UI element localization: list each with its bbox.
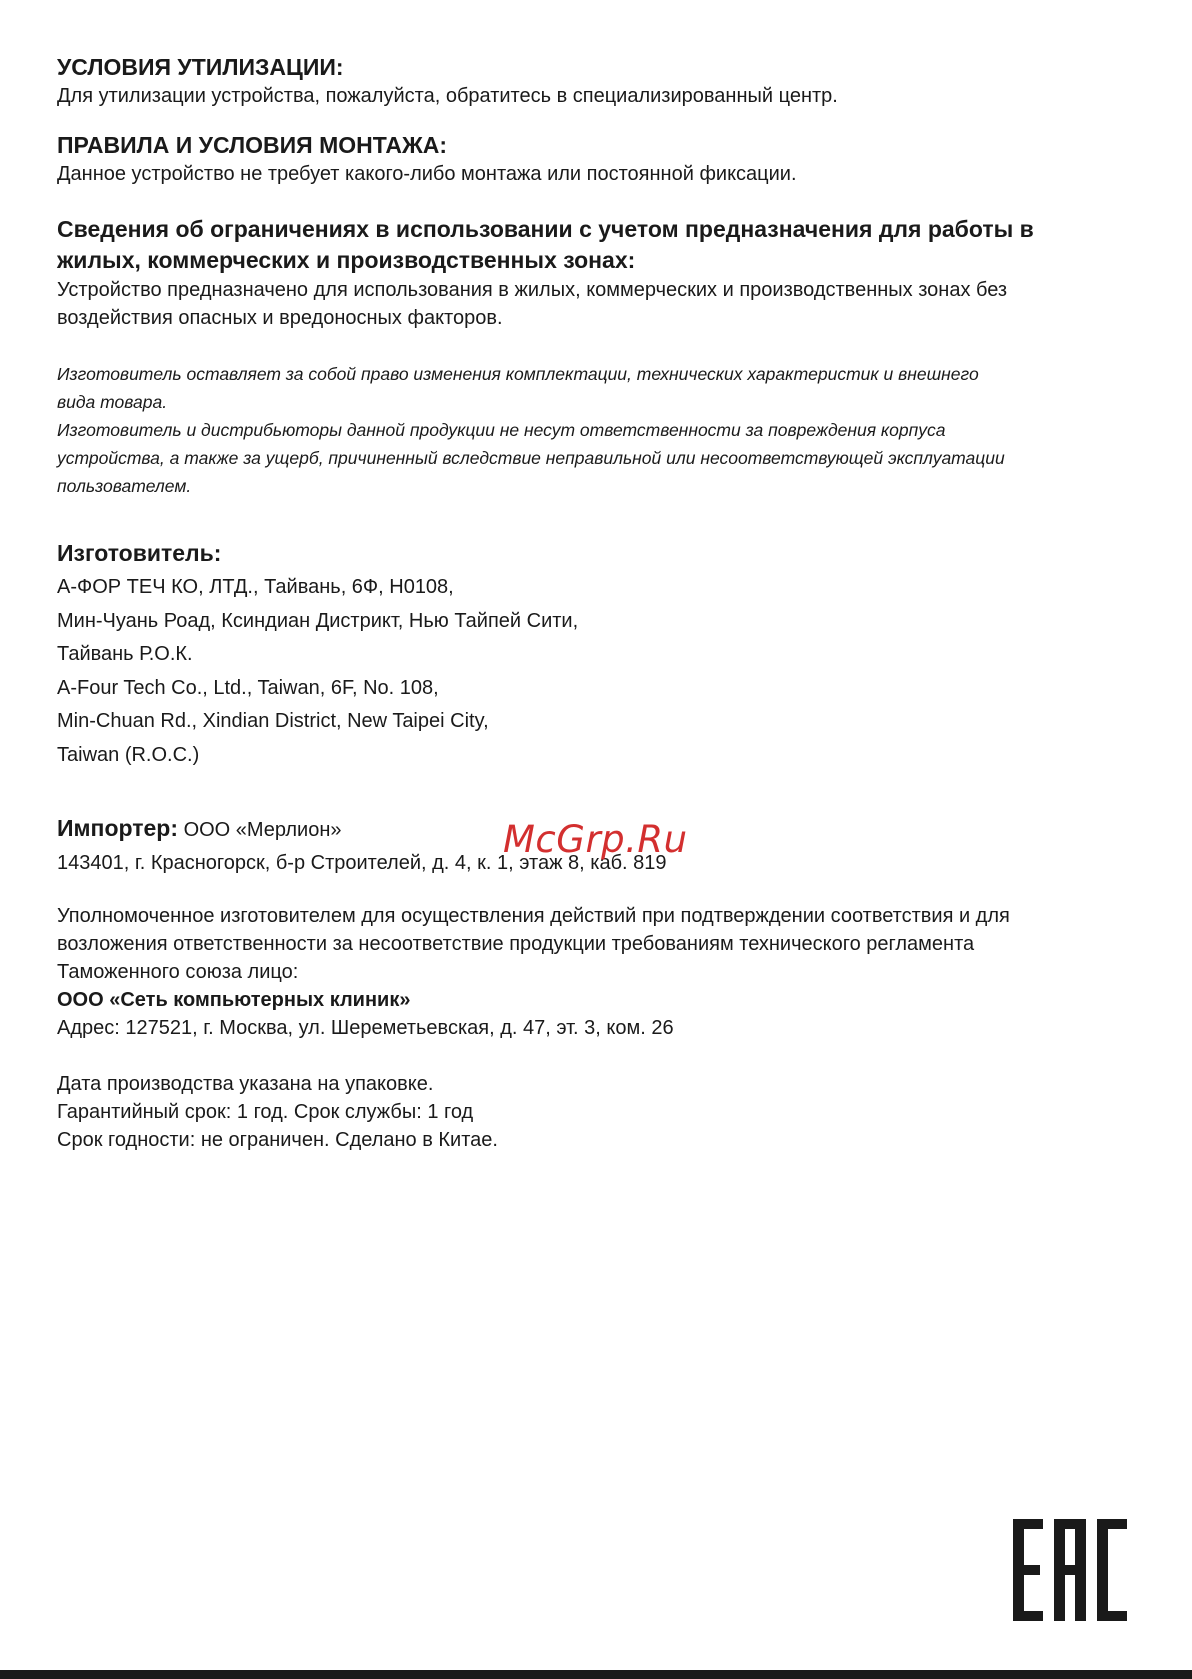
mounting-section xyxy=(57,130,1137,188)
address-line: А-ФОР ТЕЧ КО, ЛТД., Тайвань, 6Ф, Н0108, xyxy=(57,576,454,598)
disclaimer-line: Изготовитель оставляет за собой право изменения комплектации, технических характеристик и внешнего xyxy=(57,364,979,384)
manufacturer-section xyxy=(57,538,1137,772)
disclaimer-line: устройства, а также за ущерб, причиненный вследствие неправильной или несоответствующей эксплуатации xyxy=(57,448,1005,468)
restrictions-section xyxy=(57,214,1137,332)
dates-section xyxy=(57,1070,1137,1154)
bottom-rule xyxy=(0,1670,1192,1679)
production-date-note: Дата производства указана на упаковке. xyxy=(57,1073,434,1095)
authorized-text-line: Таможенного союза лицо: xyxy=(57,961,299,983)
address-line: Тайвань Р.О.К. xyxy=(57,643,193,665)
authorized-text-line: Уполномоченное изготовителем для осуществления действий при подтверждении соответствия и для xyxy=(57,905,1010,927)
restrictions-text-line1: Устройство предназначено для использования в жилых, коммерческих и производственных зонах без xyxy=(57,279,1008,301)
address-line: Taiwan (R.O.C.) xyxy=(57,743,200,766)
mounting-heading: ПРАВИЛА И УСЛОВИЯ МОНТАЖА: xyxy=(57,132,448,158)
importer-name: ООО «Мерлион» xyxy=(183,819,342,841)
disclaimer-line: Изготовитель и дистрибьюторы данной продукции не несут ответственности за повреждения корпуса xyxy=(57,420,946,440)
mounting-text: Данное устройство не требует какого-либо монтажа или постоянной фиксации. xyxy=(57,163,797,185)
address-line: A-Four Tech Co., Ltd., Taiwan, 6F, No. 108, xyxy=(57,676,439,699)
importer-label: Импортер: xyxy=(57,815,178,841)
authorized-text-line: возложения ответственности за несоответствие продукции требованиям технического регламента xyxy=(57,933,975,955)
shelf-life-line: Срок годности: не ограничен. Сделано в Китае. xyxy=(57,1129,498,1151)
disposal-heading: УСЛОВИЯ УТИЛИЗАЦИИ: xyxy=(57,54,344,80)
authorized-company: ООО «Сеть компьютерных клиник» xyxy=(57,989,411,1011)
document-page xyxy=(57,52,1137,1154)
address-line: Мин-Чуань Роад, Ксиндиан Дистрикт, Нью Тайпей Сити, xyxy=(57,609,579,632)
restrictions-text-line2: воздействия опасных и вредоносных факторов. xyxy=(57,307,503,329)
disclaimer-section xyxy=(57,360,1137,500)
eac-mark-icon xyxy=(1013,1519,1127,1621)
manufacturer-heading: Изготовитель: xyxy=(57,540,222,566)
warranty-line: Гарантийный срок: 1 год. Срок службы: 1 год xyxy=(57,1101,474,1123)
importer-address: 143401, г. Красногорск, б-р Строителей, д. 4, к. 1, этаж 8, каб. 819 xyxy=(57,852,667,874)
disposal-section xyxy=(57,52,1137,110)
disposal-text: Для утилизации устройства, пожалуйста, обратитесь в специализированный центр. xyxy=(57,85,838,107)
disclaimer-line: пользователем. xyxy=(57,476,192,496)
watermark: McGrp.Ru xyxy=(503,818,688,861)
restrictions-heading-line2: жилых, коммерческих и производственных зонах: xyxy=(57,247,636,273)
address-line: Min-Chuan Rd., Xindian District, New Taipei City, xyxy=(57,710,489,732)
manufacturer-address xyxy=(57,571,1137,772)
disclaimer-line: вида товара. xyxy=(57,392,168,412)
restrictions-heading-line1: Сведения об ограничениях в использовании с учетом предназначения для работы в xyxy=(57,216,1034,242)
authorized-person-section xyxy=(57,902,1137,1042)
authorized-address: Адрес: 127521, г. Москва, ул. Шереметьевская, д. 47, эт. 3, ком. 26 xyxy=(57,1017,674,1039)
